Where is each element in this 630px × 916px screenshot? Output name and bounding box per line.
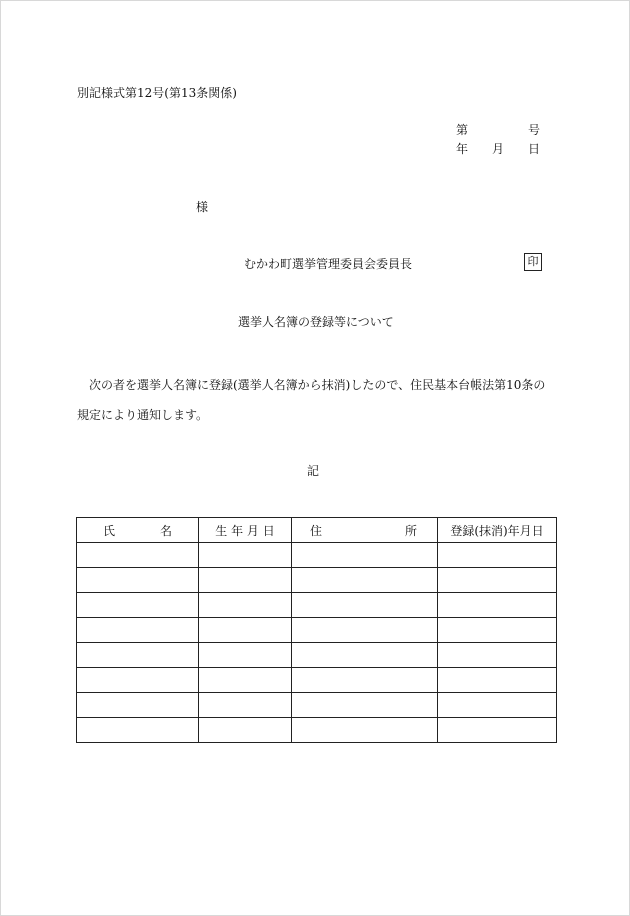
cell-registered-date	[438, 693, 557, 718]
sender-name: むかわ町選挙管理委員会委員長	[244, 257, 413, 271]
cell-birthdate	[199, 718, 292, 743]
cell-name	[77, 618, 199, 643]
cell-birthdate	[199, 543, 292, 568]
table-row	[77, 693, 557, 718]
table-header-row	[77, 518, 557, 543]
table-row	[77, 543, 557, 568]
cell-birthdate	[199, 668, 292, 693]
cell-registered-date	[438, 643, 557, 668]
header-address-left: 住	[310, 523, 323, 538]
cell-name	[77, 668, 199, 693]
cell-name	[77, 593, 199, 618]
document-date	[456, 140, 540, 157]
cell-name	[77, 643, 199, 668]
cell-birthdate	[199, 568, 292, 593]
ki-heading: 記	[307, 464, 320, 478]
cell-address	[292, 693, 438, 718]
cell-registered-date	[438, 593, 557, 618]
body-paragraph: 次の者を選挙人名簿に登録(選挙人名簿から抹消)したので、住民基本台帳法第10条の規定により通知します。	[77, 378, 546, 422]
cell-registered-date	[438, 568, 557, 593]
cell-address	[292, 568, 438, 593]
document-number	[456, 121, 540, 138]
date-year: 年	[456, 142, 469, 156]
header-address	[292, 518, 438, 543]
cell-birthdate	[199, 593, 292, 618]
cell-birthdate	[199, 643, 292, 668]
cell-address	[292, 593, 438, 618]
seal-mark: 印	[524, 253, 542, 271]
cell-address	[292, 668, 438, 693]
cell-registered-date	[438, 718, 557, 743]
cell-address	[292, 543, 438, 568]
date-day: 日	[527, 142, 540, 156]
cell-birthdate	[199, 618, 292, 643]
cell-registered-date	[438, 543, 557, 568]
cell-registered-date	[438, 618, 557, 643]
table-row	[77, 618, 557, 643]
table-row	[77, 643, 557, 668]
doc-number-prefix: 第	[456, 123, 469, 137]
header-registered-date: 登録(抹消)年月日	[438, 518, 557, 543]
header-birthdate: 生 年 月 日	[199, 518, 292, 543]
table-row	[77, 593, 557, 618]
document-subject: 選挙人名簿の登録等について	[238, 315, 394, 329]
date-month: 月	[491, 142, 504, 156]
cell-name	[77, 693, 199, 718]
header-name-left: 氏	[103, 523, 116, 538]
header-name	[77, 518, 199, 543]
table-row	[77, 668, 557, 693]
cell-name	[77, 718, 199, 743]
form-label: 別記様式第12号(第13条関係)	[77, 86, 237, 100]
cell-registered-date	[438, 668, 557, 693]
cell-birthdate	[199, 693, 292, 718]
cell-name	[77, 543, 199, 568]
addressee-honorific: 様	[196, 200, 209, 214]
register-table	[76, 517, 557, 743]
doc-number-suffix: 号	[527, 123, 540, 137]
cell-address	[292, 718, 438, 743]
header-name-right: 名	[159, 523, 172, 538]
cell-name	[77, 568, 199, 593]
header-address-right: 所	[404, 523, 417, 538]
table-row	[77, 568, 557, 593]
cell-address	[292, 643, 438, 668]
cell-address	[292, 618, 438, 643]
table-row	[77, 718, 557, 743]
